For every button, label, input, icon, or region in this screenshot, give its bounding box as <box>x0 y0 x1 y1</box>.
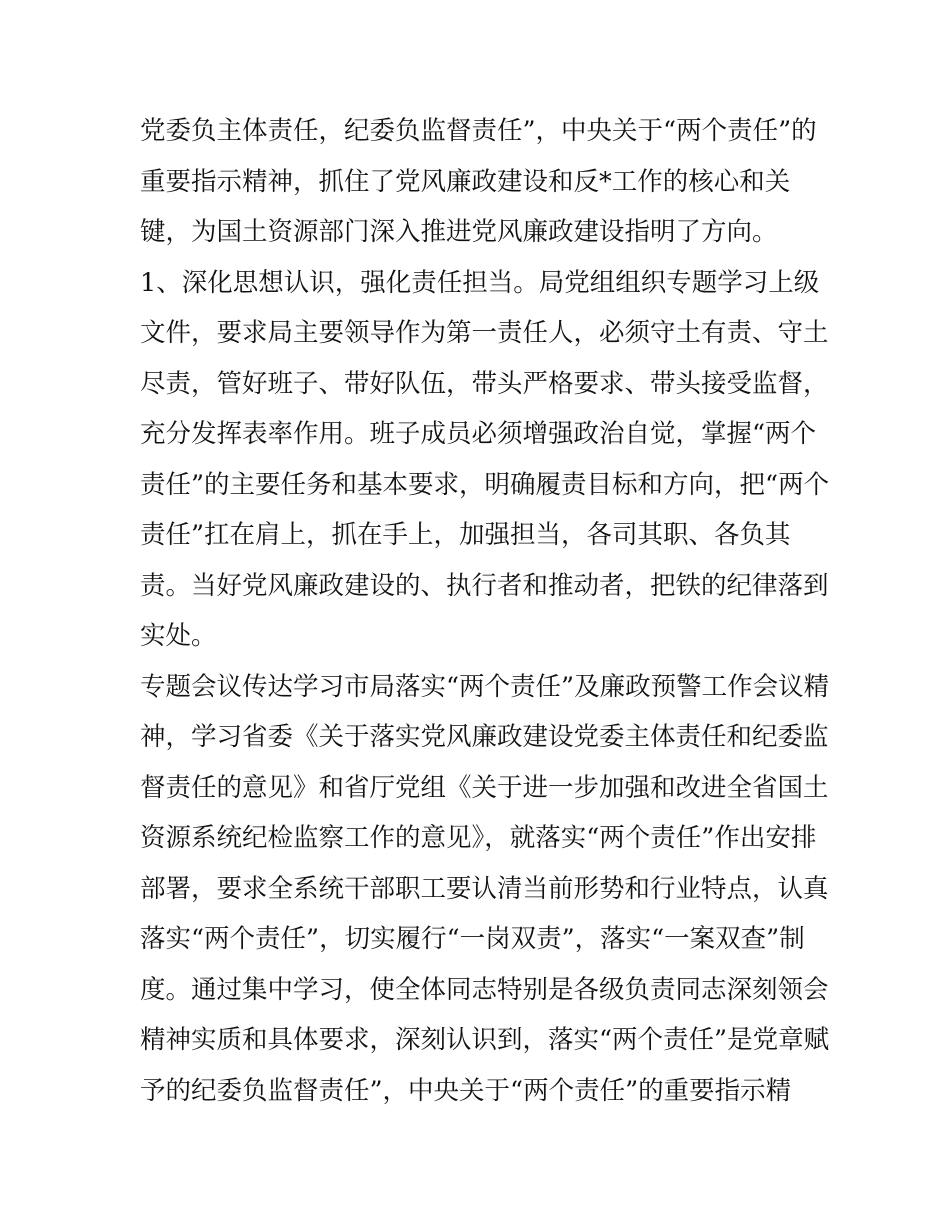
text-line: 神，学习省委《关于落实党风廉政建设党委主体责任和纪委监 <box>140 722 829 752</box>
text-line: 落实“两个责任”，切实履行“一岗双责”，落实“一案双查”制 <box>140 924 805 954</box>
text-line: 部署，要求全系统干部职工要认清当前形势和行业特点，认真 <box>140 873 829 904</box>
text-line: 责。当好党风廉政建设的、执行者和推动者，把铁的纪律落到 <box>140 570 829 601</box>
text-line: 尽责，管好班子、带好队伍，带头严格要求、带头接受监督， <box>140 368 829 399</box>
text-line: 责任”的主要任务和基本要求，明确履责目标和方向，把“两个 <box>140 469 830 500</box>
text-line: 专题会议传达学习市局落实“两个责任”及廉政预警工作会议精 <box>140 671 830 702</box>
text-line: 予的纪委负监督责任”，中央关于“两个责任”的重要指示精 <box>140 1075 792 1106</box>
text-line: 实处。 <box>140 621 217 651</box>
text-line: 充分发挥表率作用。班子成员必须增强政治自觉，掌握“两个 <box>140 419 817 449</box>
text-line: 精神实质和具体要求，深刻认识到，落实“两个责任”是党章赋 <box>140 1025 830 1055</box>
text-line: 键，为国土资源部门深入推进党风廉政建设指明了方向。 <box>140 217 778 247</box>
text-line: 党委负主体责任，纪委负监督责任”，中央关于“两个责任”的 <box>140 116 817 146</box>
text-line: 度。通过集中学习，使全体同志特别是各级负责同志深刻领会 <box>140 974 829 1005</box>
text-line: 重要指示精神，抓住了党风廉政建设和反*工作的核心和关 <box>140 166 791 197</box>
document-body <box>140 106 830 1116</box>
text-line: 1、深化思想认识，强化责任担当。局党组组织专题学习上级 <box>140 267 820 298</box>
text-line: 资源系统纪检监察工作的意见》，就落实“两个责任”作出安排 <box>140 823 817 853</box>
text-line: 责任”扛在肩上，抓在手上，加强担当，各司其职、各负其 <box>140 520 791 550</box>
text-line: 督责任的意见》和省厅党组《关于进一步加强和改进全省国土 <box>140 772 829 803</box>
text-line: 文件，要求局主要领导作为第一责任人，必须守土有责、守土 <box>140 318 829 348</box>
